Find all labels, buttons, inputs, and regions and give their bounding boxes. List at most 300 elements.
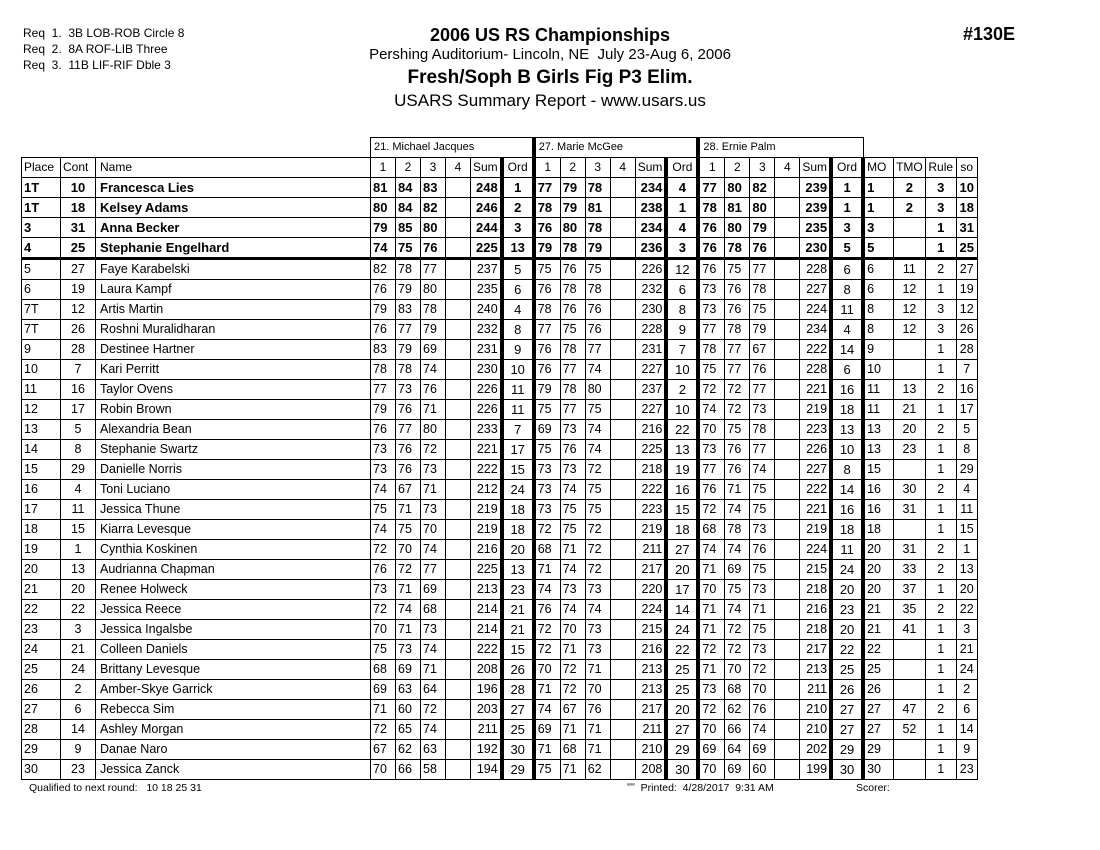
ordinal-cell: 24 [666,620,698,640]
mo-cell: 25 [863,660,894,680]
score-2-cell: 78 [396,360,421,380]
sum-cell: 231 [635,340,666,360]
score-1-cell: 76 [534,340,561,360]
score-4-cell [446,280,471,300]
mo-cell: 21 [863,620,894,640]
score-1-cell: 69 [534,420,561,440]
place-cell: 13 [22,420,61,440]
so-cell: 28 [956,340,977,360]
score-4-cell [446,420,471,440]
rule-cell: 2 [925,259,956,280]
skater-name-cell: Audrianna Chapman [96,560,371,580]
so-cell: 11 [956,500,977,520]
score-3-cell: 70 [421,520,446,540]
score-2-cell: 74 [725,600,750,620]
ordinal-cell: 6 [831,259,863,280]
rule-cell: 1 [925,680,956,700]
score-4-cell [446,360,471,380]
contestant-number-cell: 14 [61,720,96,740]
place-cell: 14 [22,440,61,460]
skater-name-cell: Amber-Skye Garrick [96,680,371,700]
score-4-cell [446,198,471,218]
ordinal-cell: 19 [666,460,698,480]
place-cell: 4 [22,238,61,259]
score-2-cell: 78 [396,259,421,280]
score-2-cell: 74 [396,600,421,620]
sum-cell: 210 [800,700,831,720]
place-cell: 1T [22,198,61,218]
score-3-cell: 76 [750,238,775,259]
score-1-cell: 78 [371,360,396,380]
ordinal-cell: 26 [502,660,534,680]
score-4-cell [775,520,800,540]
mo-cell: 11 [863,380,894,400]
score-1-cell: 80 [371,198,396,218]
contestant-number-cell: 29 [61,460,96,480]
score-4-cell [446,460,471,480]
score-3-cell: 72 [421,440,446,460]
score-1-cell: 73 [698,680,725,700]
sum-cell: 235 [471,280,502,300]
sum-cell: 227 [635,360,666,380]
place-cell: 20 [22,560,61,580]
skater-name-cell: Stephanie Swartz [96,440,371,460]
table-row [22,540,978,560]
score-1-cell: 67 [371,740,396,760]
score-1-cell: 76 [698,480,725,500]
rule-cell: 1 [925,238,956,259]
score-1-cell: 77 [534,178,561,198]
so-cell: 15 [956,520,977,540]
score-1-cell: 72 [371,600,396,620]
place-cell: 21 [22,580,61,600]
score-4-cell [610,660,635,680]
score-3-cell: 73 [585,640,610,660]
score-2-cell: 71 [396,620,421,640]
score-1-cell: 68 [698,520,725,540]
score-4-cell [775,440,800,460]
score-3-cell: 75 [585,500,610,520]
score-1-cell: 76 [534,360,561,380]
place-cell: 6 [22,280,61,300]
ordinal-cell: 18 [502,520,534,540]
score-2-cell: 76 [725,460,750,480]
mo-cell: 15 [863,460,894,480]
score-2-cell: 79 [396,340,421,360]
place-cell: 3 [22,218,61,238]
skater-name-cell: Destinee Hartner [96,340,371,360]
score-3-cell: 78 [421,300,446,320]
score-1-cell: 81 [371,178,396,198]
score-1-cell: 69 [371,680,396,700]
table-row [22,720,978,740]
table-row [22,700,978,720]
score-1-cell: 78 [534,300,561,320]
score-1-cell: 72 [698,700,725,720]
score-3-cell: 78 [585,280,610,300]
tmo-cell: 12 [894,300,926,320]
sum-cell: 221 [800,500,831,520]
ordinal-cell: 25 [666,680,698,700]
contestant-number-cell: 2 [61,680,96,700]
score-2-cell: 77 [725,360,750,380]
so-cell: 24 [956,660,977,680]
score-1-cell: 71 [698,600,725,620]
score-1-cell: 71 [534,560,561,580]
table-row [22,640,978,660]
sum-cell: 213 [800,660,831,680]
so-cell: 22 [956,600,977,620]
ordinal-cell: 4 [831,320,863,340]
score-2-cell: 76 [725,440,750,460]
score-3-cell: 76 [750,360,775,380]
ordinal-cell: 27 [666,540,698,560]
sum-cell: 194 [471,760,502,780]
score-3-cell: 73 [421,460,446,480]
score-4-cell [610,280,635,300]
score-2-cell: 64 [725,740,750,760]
score-3-cell: 72 [585,540,610,560]
sum-cell: 225 [471,238,502,259]
score-1-cell: 79 [371,400,396,420]
sum-cell: 217 [800,640,831,660]
ordinal-cell: 24 [502,480,534,500]
ordinal-cell: 14 [831,340,863,360]
contestant-number-cell: 12 [61,300,96,320]
score-1-cell: 72 [371,540,396,560]
table-row [22,280,978,300]
score-1-cell: 71 [698,560,725,580]
table-row [22,620,978,640]
score-3-cell: 75 [585,400,610,420]
score-1-cell: 74 [698,540,725,560]
ordinal-cell: 22 [666,420,698,440]
score-1-cell: 75 [534,400,561,420]
ordinal-cell: 1 [666,198,698,218]
score-3-cell: 63 [421,740,446,760]
score-3-cell: 70 [750,680,775,700]
sum-cell: 236 [635,238,666,259]
ordinal-cell: 25 [666,660,698,680]
rule-cell: 1 [925,218,956,238]
sum-cell: 213 [471,580,502,600]
ordinal-cell: 28 [502,680,534,700]
score-3-cell: 75 [585,480,610,500]
ordinal-cell: 3 [502,218,534,238]
score-4-cell [775,300,800,320]
mo-cell: 5 [863,238,894,259]
score-4-cell [775,360,800,380]
score-2-cell: 83 [396,300,421,320]
requirement-1: Req 1. 3B LOB-ROB Circle 8 [23,26,185,40]
table-row [22,178,978,198]
col-header-ord: Ord [502,158,534,178]
score-2-cell: 72 [725,620,750,640]
mo-cell: 30 [863,760,894,780]
score-2-cell: 72 [560,660,585,680]
contestant-number-cell: 6 [61,700,96,720]
so-cell: 2 [956,680,977,700]
ordinal-cell: 13 [666,440,698,460]
score-2-cell: 74 [560,600,585,620]
score-2-cell: 80 [725,218,750,238]
contestant-number-cell: 7 [61,360,96,380]
rule-cell: 1 [925,280,956,300]
col-header-score-1: 1 [534,158,561,178]
score-3-cell: 78 [585,178,610,198]
sum-cell: 219 [471,500,502,520]
score-2-cell: 74 [560,480,585,500]
tmo-cell: 52 [894,720,926,740]
score-1-cell: 76 [371,420,396,440]
score-3-cell: 75 [750,620,775,640]
score-3-cell: 70 [585,680,610,700]
results-table [21,137,978,780]
score-1-cell: 77 [698,178,725,198]
place-cell: 22 [22,600,61,620]
score-3-cell: 60 [750,760,775,780]
ordinal-cell: 17 [502,440,534,460]
score-3-cell: 72 [750,660,775,680]
so-cell: 5 [956,420,977,440]
table-row [22,760,978,780]
score-4-cell [610,720,635,740]
score-3-cell: 71 [750,600,775,620]
score-3-cell: 74 [750,720,775,740]
rule-cell: 1 [925,760,956,780]
score-2-cell: 73 [560,460,585,480]
score-2-cell: 85 [396,218,421,238]
rule-cell: 1 [925,640,956,660]
sum-cell: 213 [635,660,666,680]
score-3-cell: 75 [750,500,775,520]
so-cell: 1 [956,540,977,560]
contestant-number-cell: 24 [61,660,96,680]
score-1-cell: 76 [698,259,725,280]
skater-name-cell: Renee Holweck [96,580,371,600]
ordinal-cell: 16 [666,480,698,500]
contestant-number-cell: 16 [61,380,96,400]
score-2-cell: 78 [560,340,585,360]
table-row [22,460,978,480]
so-cell: 31 [956,218,977,238]
ordinal-cell: 7 [666,340,698,360]
sum-cell: 227 [800,280,831,300]
ordinal-cell: 1 [831,178,863,198]
score-2-cell: 77 [396,420,421,440]
place-cell: 25 [22,660,61,680]
score-3-cell: 72 [585,520,610,540]
score-4-cell [446,540,471,560]
score-1-cell: 77 [534,320,561,340]
sum-cell: 222 [800,340,831,360]
sum-cell: 226 [800,440,831,460]
score-4-cell [610,440,635,460]
ordinal-cell: 3 [666,238,698,259]
rule-cell: 3 [925,178,956,198]
skater-name-cell: Jessica Reece [96,600,371,620]
place-cell: 15 [22,460,61,480]
sum-cell: 219 [800,520,831,540]
score-4-cell [610,360,635,380]
score-4-cell [446,238,471,259]
score-1-cell: 74 [371,520,396,540]
sum-cell: 196 [471,680,502,700]
ordinal-cell: 25 [831,660,863,680]
score-1-cell: 70 [698,720,725,740]
score-1-cell: 73 [371,440,396,460]
score-2-cell: 75 [560,520,585,540]
col-header-place: Place [22,158,61,178]
score-1-cell: 75 [534,440,561,460]
score-4-cell [775,218,800,238]
score-1-cell: 83 [371,340,396,360]
score-4-cell [775,620,800,640]
rule-cell: 3 [925,198,956,218]
mo-cell: 18 [863,520,894,540]
score-1-cell: 71 [371,700,396,720]
ordinal-cell: 10 [831,440,863,460]
score-4-cell [610,700,635,720]
score-4-cell [610,580,635,600]
score-3-cell: 74 [585,360,610,380]
score-2-cell: 65 [396,720,421,740]
ordinal-cell: 9 [502,340,534,360]
contestant-number-cell: 20 [61,580,96,600]
mo-cell: 6 [863,259,894,280]
score-2-cell: 75 [560,500,585,520]
table-row [22,238,978,259]
score-3-cell: 62 [585,760,610,780]
score-1-cell: 76 [371,320,396,340]
score-4-cell [610,740,635,760]
score-4-cell [610,198,635,218]
ordinal-cell: 11 [502,380,534,400]
contestant-number-cell: 3 [61,620,96,640]
col-header-sum: Sum [800,158,831,178]
table-row [22,560,978,580]
ordinal-cell: 20 [502,540,534,560]
ordinal-cell: 20 [831,620,863,640]
sum-cell: 219 [800,400,831,420]
ordinal-cell: 16 [831,500,863,520]
score-1-cell: 70 [698,420,725,440]
mo-cell: 8 [863,300,894,320]
score-3-cell: 64 [421,680,446,700]
score-2-cell: 72 [725,400,750,420]
so-cell: 23 [956,760,977,780]
sum-cell: 216 [635,640,666,660]
score-4-cell [775,280,800,300]
tmo-cell: 41 [894,620,926,640]
contestant-number-cell: 22 [61,600,96,620]
score-1-cell: 76 [534,600,561,620]
score-2-cell: 76 [396,400,421,420]
score-4-cell [446,440,471,460]
score-3-cell: 73 [585,580,610,600]
score-2-cell: 76 [560,300,585,320]
tmo-cell [894,520,926,540]
score-1-cell: 73 [534,460,561,480]
rule-cell: 2 [925,420,956,440]
rule-cell: 1 [925,580,956,600]
score-2-cell: 81 [725,198,750,218]
score-3-cell: 74 [585,600,610,620]
so-cell: 8 [956,440,977,460]
ordinal-cell: 18 [831,400,863,420]
score-4-cell [610,680,635,700]
score-3-cell: 72 [585,460,610,480]
sum-cell: 216 [471,540,502,560]
contestant-number-cell: 13 [61,560,96,580]
skater-name-cell: Laura Kampf [96,280,371,300]
score-2-cell: 72 [725,640,750,660]
sum-cell: 215 [800,560,831,580]
score-1-cell: 70 [698,760,725,780]
contestant-number-cell: 11 [61,500,96,520]
table-row [22,218,978,238]
score-4-cell [610,480,635,500]
score-2-cell: 77 [560,400,585,420]
tmo-cell: 21 [894,400,926,420]
ordinal-cell: 2 [666,380,698,400]
score-1-cell: 76 [698,238,725,259]
table-row [22,500,978,520]
ordinal-cell: 13 [831,420,863,440]
rule-cell: 1 [925,460,956,480]
place-cell: 1T [22,178,61,198]
score-3-cell: 74 [421,540,446,560]
contestant-number-cell: 18 [61,198,96,218]
score-1-cell: 73 [698,300,725,320]
skater-name-cell: Cynthia Koskinen [96,540,371,560]
score-2-cell: 68 [725,680,750,700]
sum-cell: 240 [471,300,502,320]
sum-cell: 202 [800,740,831,760]
score-4-cell [446,760,471,780]
ordinal-cell: 1 [502,178,534,198]
sum-cell: 213 [635,680,666,700]
score-1-cell: 75 [371,640,396,660]
so-cell: 14 [956,720,977,740]
mo-cell: 6 [863,280,894,300]
sum-cell: 223 [800,420,831,440]
col-header-score-4: 4 [446,158,471,178]
score-2-cell: 71 [396,580,421,600]
sum-cell: 230 [635,300,666,320]
score-1-cell: 69 [698,740,725,760]
tmo-cell: 31 [894,540,926,560]
contestant-number-cell: 25 [61,238,96,259]
ordinal-cell: 27 [831,720,863,740]
place-cell: 27 [22,700,61,720]
score-4-cell [610,600,635,620]
score-3-cell: 80 [750,198,775,218]
tmo-cell: 2 [894,198,926,218]
mo-cell: 27 [863,720,894,740]
contestant-number-cell: 17 [61,400,96,420]
sum-cell: 239 [800,198,831,218]
sum-cell: 224 [635,600,666,620]
sum-cell: 214 [471,620,502,640]
sum-cell: 232 [471,320,502,340]
printed-info [627,782,774,794]
sum-cell: 227 [635,400,666,420]
score-4-cell [446,300,471,320]
sum-cell: 210 [800,720,831,740]
tmo-cell [894,360,926,380]
column-header-row [22,158,978,178]
